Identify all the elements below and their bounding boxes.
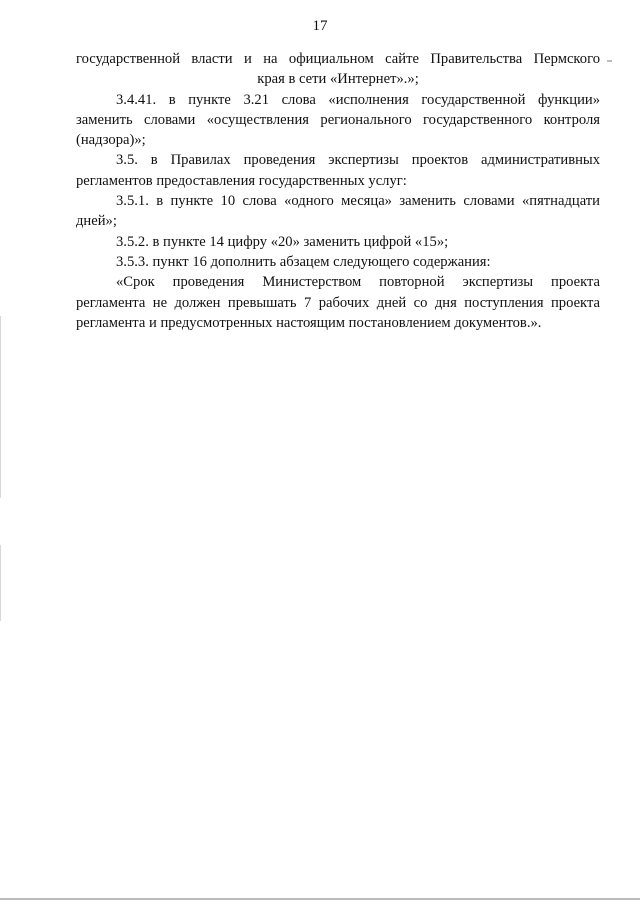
text-line: регламента и предусмотренных настоящим постановлением документов.». — [76, 314, 542, 331]
document-body — [76, 49, 600, 333]
text-line: (надзора)»; — [76, 132, 146, 149]
text-line: 3.4.41. в пункте 3.21 слова «исполнения государственной функции» — [116, 91, 600, 108]
text-line: 3.5.3. пункт 16 дополнить абзацем следующего содержания: — [116, 253, 491, 270]
text-line: «Срок проведения Министерством повторной экспертизы проекта — [116, 274, 600, 291]
text-line: 3.5.1. в пункте 10 слова «одного месяца» заменить словами «пятнадцати — [116, 193, 600, 210]
text-line: дней»; — [76, 213, 117, 230]
text-line: регламентов предоставления государственных услуг: — [76, 172, 407, 189]
text-line: 3.5.2. в пункте 14 цифру «20» заменить цифрой «15»; — [116, 233, 449, 250]
text-line: регламента не должен превышать 7 рабочих дней со дня поступления проекта — [76, 294, 600, 311]
paragraph-continuation — [76, 49, 600, 90]
paragraph-quote — [76, 272, 600, 333]
paragraph-3-5 — [76, 150, 600, 191]
text-line: 3.5. в Правилах проведения экспертизы проектов административных — [116, 152, 600, 169]
text-line: края в сети «Интернет».»; — [257, 71, 419, 88]
paragraph-3-5-2 — [76, 232, 600, 252]
scan-bottom-edge — [0, 898, 640, 900]
paragraph-3-4-41 — [76, 90, 600, 151]
text-line: заменить словами «осуществления регионального государственного контроля — [76, 111, 600, 128]
paragraph-3-5-1 — [76, 191, 600, 232]
paragraph-3-5-3 — [76, 252, 600, 272]
text-line: государственной власти и на официальном сайте Правительства Пермского — [76, 51, 600, 67]
scan-edge-mark — [0, 545, 1, 621]
page-number: 17 — [312, 18, 328, 34]
scan-edge-mark — [0, 316, 1, 498]
scan-dot-mark — [607, 60, 612, 62]
